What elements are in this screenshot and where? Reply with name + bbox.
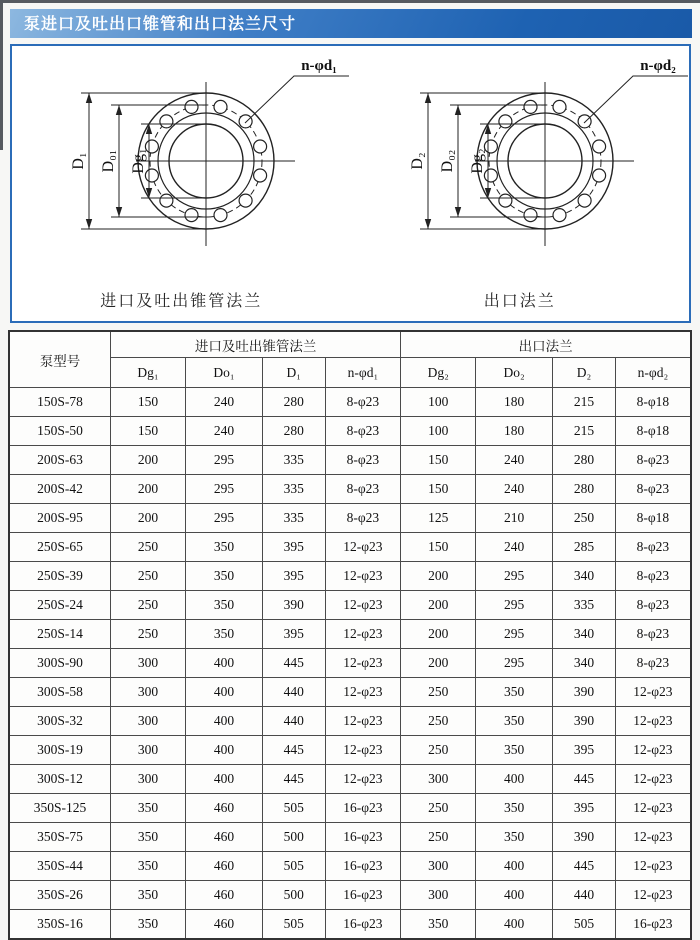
dimension-cell: 280 xyxy=(262,388,325,417)
dimension-cell: 180 xyxy=(476,417,553,446)
pump-model-cell: 200S-42 xyxy=(9,475,111,504)
dimension-cell: 400 xyxy=(185,765,262,794)
dimension-cell: 505 xyxy=(262,910,325,940)
dimension-cell: 300 xyxy=(111,707,186,736)
pump-model-cell: 300S-19 xyxy=(9,736,111,765)
table-row xyxy=(9,910,691,940)
bolt-hole xyxy=(160,194,173,207)
pump-model-cell: 350S-26 xyxy=(9,881,111,910)
dimension-cell: 240 xyxy=(476,533,553,562)
dimension-cell: 280 xyxy=(553,475,616,504)
bolt-hole xyxy=(185,209,198,222)
page-title: 泵进口及吐出口锥管和出口法兰尺寸 xyxy=(10,9,692,38)
dimension-cell: 12-φ23 xyxy=(325,591,401,620)
dimension-cell: 12-φ23 xyxy=(615,852,691,881)
dimension-cell: 12-φ23 xyxy=(615,823,691,852)
dimension-cell: 445 xyxy=(553,852,616,881)
dimension-cell: 300 xyxy=(111,736,186,765)
dimension-cell: 295 xyxy=(185,504,262,533)
dimension-cell: 215 xyxy=(553,388,616,417)
pump-model-cell: 150S-50 xyxy=(9,417,111,446)
dimension-cell: 440 xyxy=(553,881,616,910)
inlet-flange-diagram xyxy=(12,46,351,321)
dimension-cell: 12-φ23 xyxy=(325,620,401,649)
dimension-cell: 8-φ23 xyxy=(615,475,691,504)
col-header-n-d1: n-φd₁ xyxy=(325,358,401,388)
dimension-cell: 180 xyxy=(476,388,553,417)
table-row xyxy=(9,852,691,881)
pump-model-cell: 300S-12 xyxy=(9,765,111,794)
arrowhead xyxy=(86,93,92,103)
dimension-cell: 200 xyxy=(401,649,476,678)
dimension-cell: 300 xyxy=(111,765,186,794)
dimension-cell: 340 xyxy=(553,649,616,678)
table-row xyxy=(9,649,691,678)
dimension-cell: 250 xyxy=(553,504,616,533)
dimension-cell: 8-φ23 xyxy=(325,388,401,417)
dimension-cell: 390 xyxy=(553,678,616,707)
dimension-cell: 295 xyxy=(476,649,553,678)
table-row xyxy=(9,881,691,910)
dimension-cell: 8-φ23 xyxy=(615,446,691,475)
dimension-cell: 350 xyxy=(185,620,262,649)
table-row xyxy=(9,504,691,533)
dimension-cell: 350 xyxy=(111,823,186,852)
pump-model-cell: 350S-16 xyxy=(9,910,111,940)
col-header-Dg1: Dg₁ xyxy=(111,358,186,388)
dimension-cell: 8-φ23 xyxy=(615,620,691,649)
dimension-cell: 250 xyxy=(401,707,476,736)
dimension-cell: 250 xyxy=(111,562,186,591)
table-row xyxy=(9,736,691,765)
col-header-Dg2: Dg₂ xyxy=(401,358,476,388)
dimension-cell: 300 xyxy=(111,678,186,707)
dimension-cell: 395 xyxy=(262,620,325,649)
dimension-cell: 16-φ23 xyxy=(615,910,691,940)
dim-label-Dg2: Dg₂ xyxy=(468,148,486,174)
group-header-outlet-flange: 出口法兰 xyxy=(401,331,691,358)
dimension-cell: 16-φ23 xyxy=(325,910,401,940)
dimension-cell: 390 xyxy=(553,823,616,852)
dimension-cell: 400 xyxy=(185,707,262,736)
dimension-cell: 340 xyxy=(553,620,616,649)
dimension-cell: 350 xyxy=(111,794,186,823)
pump-model-cell: 250S-39 xyxy=(9,562,111,591)
col-header-pump-model: 泵型号 xyxy=(9,331,111,388)
pump-model-cell: 300S-58 xyxy=(9,678,111,707)
dimension-cell: 8-φ23 xyxy=(615,533,691,562)
dimension-cell: 500 xyxy=(262,881,325,910)
dimension-cell: 350 xyxy=(185,533,262,562)
dimension-cell: 400 xyxy=(476,881,553,910)
arrowhead xyxy=(116,105,122,115)
dimension-cell: 12-φ23 xyxy=(325,533,401,562)
dimension-cell: 505 xyxy=(262,852,325,881)
dimension-cell: 12-φ23 xyxy=(325,765,401,794)
bolt-callout-label: n-φd₁ xyxy=(301,58,338,74)
table-row xyxy=(9,620,691,649)
dimension-cell: 250 xyxy=(111,591,186,620)
dimension-cell: 250 xyxy=(401,736,476,765)
dimension-cell: 395 xyxy=(262,533,325,562)
dimension-cell: 16-φ23 xyxy=(325,794,401,823)
dimension-cell: 250 xyxy=(111,620,186,649)
page-left-edge xyxy=(0,0,3,150)
dimension-cell: 240 xyxy=(185,417,262,446)
dimension-cell: 250 xyxy=(401,794,476,823)
dimension-cell: 16-φ23 xyxy=(325,852,401,881)
bolt-hole xyxy=(553,209,566,222)
table-group-header-row xyxy=(9,331,691,358)
pump-model-cell: 250S-14 xyxy=(9,620,111,649)
dimension-cell: 505 xyxy=(553,910,616,940)
col-header-D1: D₁ xyxy=(262,358,325,388)
dim-label-D1: D₁ xyxy=(70,152,88,170)
dimension-cell: 280 xyxy=(553,446,616,475)
dimension-cell: 8-φ23 xyxy=(325,446,401,475)
dimension-cell: 295 xyxy=(185,446,262,475)
dimension-cell: 340 xyxy=(553,562,616,591)
dimension-cell: 240 xyxy=(476,475,553,504)
dimension-cell: 200 xyxy=(111,504,186,533)
page-top-edge xyxy=(0,0,700,3)
dimension-cell: 445 xyxy=(553,765,616,794)
bolt-hole xyxy=(578,115,591,128)
pump-model-cell: 350S-44 xyxy=(9,852,111,881)
dimension-cell: 335 xyxy=(262,504,325,533)
pump-model-cell: 200S-63 xyxy=(9,446,111,475)
arrowhead xyxy=(425,93,431,103)
dimension-cell: 12-φ23 xyxy=(325,678,401,707)
dimension-cell: 200 xyxy=(111,446,186,475)
bolt-hole xyxy=(578,194,591,207)
col-header-Do1: Do₁ xyxy=(185,358,262,388)
pump-model-cell: 300S-90 xyxy=(9,649,111,678)
dimension-cell: 350 xyxy=(476,823,553,852)
dimension-cell: 300 xyxy=(401,881,476,910)
dimension-cell: 350 xyxy=(111,910,186,940)
outlet-flange-drawing xyxy=(350,46,690,286)
dimension-cell: 150 xyxy=(401,446,476,475)
dimension-cell: 8-φ23 xyxy=(615,591,691,620)
dimension-cell: 200 xyxy=(401,620,476,649)
dimension-cell: 400 xyxy=(185,678,262,707)
table-row xyxy=(9,446,691,475)
arrowhead xyxy=(86,219,92,229)
col-header-D2: D₂ xyxy=(553,358,616,388)
table-column-header-row xyxy=(9,358,691,388)
dimension-cell: 8-φ23 xyxy=(325,504,401,533)
bolt-hole xyxy=(239,115,252,128)
dimension-cell: 300 xyxy=(401,765,476,794)
dimension-cell: 500 xyxy=(262,823,325,852)
table-row xyxy=(9,678,691,707)
dimension-cell: 12-φ23 xyxy=(615,881,691,910)
flange-dimension-table xyxy=(8,330,692,940)
dimension-cell: 390 xyxy=(262,591,325,620)
dimension-cell: 335 xyxy=(262,475,325,504)
leader-line xyxy=(245,76,349,123)
col-header-n-d2: n-φd₂ xyxy=(615,358,691,388)
dimension-cell: 16-φ23 xyxy=(325,823,401,852)
dimension-cell: 505 xyxy=(262,794,325,823)
group-header-inlet-flange: 进口及吐出锥管法兰 xyxy=(111,331,401,358)
arrowhead xyxy=(116,207,122,217)
bolt-hole xyxy=(214,209,227,222)
pump-model-cell: 250S-24 xyxy=(9,591,111,620)
bolt-hole xyxy=(254,140,267,153)
dimension-cell: 445 xyxy=(262,736,325,765)
dimension-cell: 400 xyxy=(476,910,553,940)
dimension-cell: 8-φ23 xyxy=(615,562,691,591)
bolt-hole xyxy=(524,209,537,222)
dimension-cell: 12-φ23 xyxy=(615,707,691,736)
dimension-cell: 200 xyxy=(401,591,476,620)
dimension-cell: 200 xyxy=(111,475,186,504)
dimension-cell: 445 xyxy=(262,765,325,794)
dimension-cell: 150 xyxy=(111,417,186,446)
flange-dimension-table-wrap xyxy=(8,330,692,940)
table-row xyxy=(9,765,691,794)
dimension-cell: 395 xyxy=(262,562,325,591)
table-row xyxy=(9,475,691,504)
dimension-cell: 150 xyxy=(401,475,476,504)
bolt-hole xyxy=(214,100,227,113)
dimension-cell: 12-φ23 xyxy=(325,562,401,591)
dimension-cell: 295 xyxy=(476,591,553,620)
dimension-cell: 350 xyxy=(111,881,186,910)
dimension-cell: 460 xyxy=(185,910,262,940)
dimension-cell: 12-φ23 xyxy=(615,765,691,794)
dimension-cell: 400 xyxy=(476,852,553,881)
dimension-cell: 335 xyxy=(553,591,616,620)
dimension-cell: 100 xyxy=(401,417,476,446)
dimension-cell: 440 xyxy=(262,678,325,707)
dimension-cell: 12-φ23 xyxy=(325,649,401,678)
dimension-cell: 335 xyxy=(262,446,325,475)
bolt-callout-label: n-φd₂ xyxy=(639,58,676,74)
table-row xyxy=(9,591,691,620)
dimension-cell: 350 xyxy=(476,707,553,736)
dimension-cell: 400 xyxy=(185,736,262,765)
dimension-cell: 16-φ23 xyxy=(325,881,401,910)
inlet-flange-drawing xyxy=(11,46,351,286)
bolt-hole xyxy=(524,100,537,113)
dimension-cell: 300 xyxy=(111,649,186,678)
dimension-cell: 250 xyxy=(111,533,186,562)
dimension-cell: 200 xyxy=(401,562,476,591)
dimension-cell: 285 xyxy=(553,533,616,562)
dimension-cell: 350 xyxy=(476,736,553,765)
dimension-cell: 8-φ18 xyxy=(615,388,691,417)
pump-model-cell: 200S-95 xyxy=(9,504,111,533)
dimension-cell: 100 xyxy=(401,388,476,417)
dimension-cell: 12-φ23 xyxy=(615,678,691,707)
dimension-cell: 295 xyxy=(476,562,553,591)
pump-model-cell: 300S-32 xyxy=(9,707,111,736)
dimension-cell: 440 xyxy=(262,707,325,736)
col-header-Do2: Do₂ xyxy=(476,358,553,388)
dimension-cell: 8-φ18 xyxy=(615,504,691,533)
table-body xyxy=(9,388,691,940)
table-row xyxy=(9,388,691,417)
dimension-cell: 12-φ23 xyxy=(325,707,401,736)
dimension-cell: 400 xyxy=(476,765,553,794)
dimension-cell: 215 xyxy=(553,417,616,446)
bolt-hole xyxy=(146,140,159,153)
bolt-hole xyxy=(185,100,198,113)
dimension-cell: 12-φ23 xyxy=(615,794,691,823)
dimension-cell: 8-φ23 xyxy=(615,649,691,678)
dimension-cell: 395 xyxy=(553,736,616,765)
dimension-cell: 350 xyxy=(185,562,262,591)
dim-label-Dg1: Dg₁ xyxy=(130,148,148,174)
bolt-hole xyxy=(254,169,267,182)
dimension-cell: 250 xyxy=(401,823,476,852)
bolt-hole xyxy=(484,140,497,153)
pump-model-cell: 150S-78 xyxy=(9,388,111,417)
table-row xyxy=(9,533,691,562)
table-row xyxy=(9,823,691,852)
bolt-hole xyxy=(484,169,497,182)
dimension-cell: 280 xyxy=(262,417,325,446)
flange-diagram-panel xyxy=(10,44,691,323)
bolt-hole xyxy=(592,169,605,182)
dimension-cell: 350 xyxy=(185,591,262,620)
bolt-hole xyxy=(239,194,252,207)
dimension-cell: 250 xyxy=(401,678,476,707)
outlet-flange-caption: 出口法兰 xyxy=(483,293,556,310)
dimension-cell: 240 xyxy=(185,388,262,417)
dimension-cell: 150 xyxy=(401,533,476,562)
dimension-cell: 12-φ23 xyxy=(325,736,401,765)
dimension-cell: 8-φ23 xyxy=(325,475,401,504)
dimension-cell: 350 xyxy=(111,852,186,881)
dimension-cell: 445 xyxy=(262,649,325,678)
dimension-cell: 350 xyxy=(476,794,553,823)
dimension-cell: 210 xyxy=(476,504,553,533)
dimension-cell: 460 xyxy=(185,823,262,852)
dimension-cell: 390 xyxy=(553,707,616,736)
bolt-hole xyxy=(499,194,512,207)
dimension-cell: 460 xyxy=(185,794,262,823)
dimension-cell: 395 xyxy=(553,794,616,823)
dimension-cell: 295 xyxy=(185,475,262,504)
arrowhead xyxy=(455,207,461,217)
dimension-cell: 300 xyxy=(401,852,476,881)
dimension-cell: 400 xyxy=(185,649,262,678)
table-row xyxy=(9,562,691,591)
dimension-cell: 150 xyxy=(111,388,186,417)
outlet-flange-diagram xyxy=(351,46,690,321)
dim-label-D2: D₂ xyxy=(408,152,426,170)
table-row xyxy=(9,417,691,446)
dimension-cell: 240 xyxy=(476,446,553,475)
pump-model-cell: 350S-125 xyxy=(9,794,111,823)
leader-line xyxy=(584,76,688,123)
dim-label-D01: D₀₁ xyxy=(100,149,118,173)
bolt-hole xyxy=(553,100,566,113)
table-row xyxy=(9,707,691,736)
bolt-hole xyxy=(146,169,159,182)
dimension-cell: 350 xyxy=(401,910,476,940)
bolt-hole xyxy=(592,140,605,153)
table-row xyxy=(9,794,691,823)
dimension-cell: 295 xyxy=(476,620,553,649)
arrowhead xyxy=(425,219,431,229)
dimension-cell: 8-φ23 xyxy=(325,417,401,446)
pump-model-cell: 350S-75 xyxy=(9,823,111,852)
pump-model-cell: 250S-65 xyxy=(9,533,111,562)
dim-label-D02: D₀₂ xyxy=(438,149,456,173)
dimension-cell: 460 xyxy=(185,852,262,881)
dimension-cell: 12-φ23 xyxy=(615,736,691,765)
dimension-cell: 125 xyxy=(401,504,476,533)
dimension-cell: 460 xyxy=(185,881,262,910)
bolt-hole xyxy=(160,115,173,128)
arrowhead xyxy=(455,105,461,115)
dimension-cell: 350 xyxy=(476,678,553,707)
inlet-flange-caption: 进口及吐出锥管法兰 xyxy=(100,293,263,310)
bolt-hole xyxy=(499,115,512,128)
dimension-cell: 8-φ18 xyxy=(615,417,691,446)
